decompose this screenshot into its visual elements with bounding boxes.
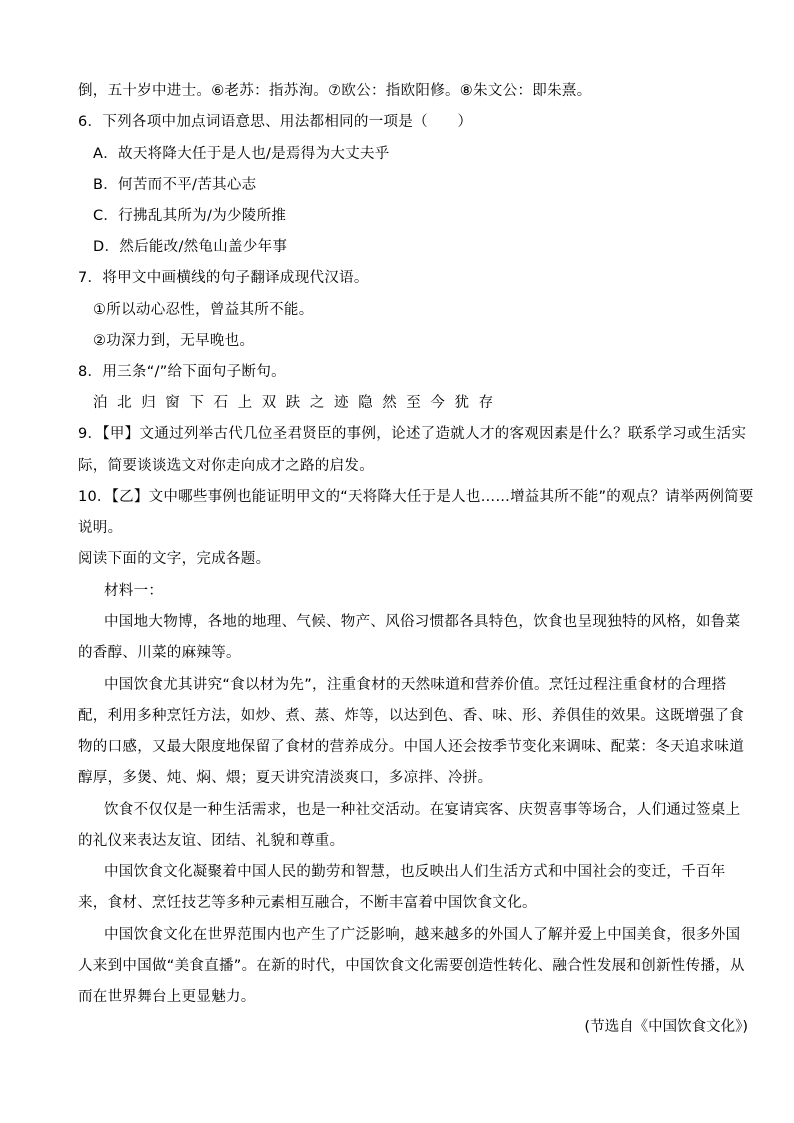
paragraph-2-line-3: 物的口感，又最大限度地保留了食材的营养成分。中国人还会按季节变化来调味、配菜：冬天追求味道 (78, 739, 744, 755)
question-10-line-2: 说明。 (78, 520, 123, 536)
paragraph-4-line-2: 来，食材、烹饪技艺等多种元素相互融合，不断丰富着中国饮食文化。 (78, 895, 537, 911)
option-a: A．故天将降大任于是人也/是焉得为大丈夫乎 (93, 146, 390, 162)
question-7-item-1: ①所以动心忍性，曾益其所不能。 (93, 302, 314, 318)
paragraph-2-line-2: 配，利用多种烹饪方法，如炒、煮、蒸、炸等，以达到色、香、味、形、养俱佳的效果。这既增强了食 (78, 708, 744, 724)
question-9-line-2: 际，简要谈谈选文对你走向成才之路的启发。 (78, 458, 374, 474)
paragraph-4-line-1: 中国饮食文化凝聚着中国人民的勤劳和智慧，也反映出人们生活方式和中国社会的变迁，千百年 (104, 864, 726, 880)
material-label: 材料一： (104, 583, 164, 599)
option-b: B．何苦而不平/苦其心志 (93, 177, 257, 193)
question-6: 6．下列各项中加点词语意思、用法都相同的一项是（ ） (78, 114, 473, 130)
reading-instruction: 阅读下面的文字，完成各题。 (78, 551, 271, 567)
footnote-line: 倒，五十岁中进士。⑥老苏：指苏洵。⑦欧公：指欧阳修。⑧朱文公：即朱熹。 (78, 83, 592, 99)
question-8: 8．用三条“/”给下面句子断句。 (78, 364, 286, 380)
paragraph-5-line-3: 而在世界舞台上更显魅力。 (78, 989, 256, 1005)
question-7-item-2: ②功深力到，无早晚也。 (93, 333, 255, 349)
option-d: D．然后能改/然龟山盖少年事 (93, 239, 288, 255)
question-8-sentence: 泊北归窗下石上双趺之迹隐然至今犹存 (93, 395, 503, 411)
paragraph-1-line-2: 的香醇、川菜的麻辣等。 (78, 645, 241, 661)
paragraph-2-line-4: 醇厚，多煲、炖、焖、煨；夏天讲究清淡爽口，多凉拌、冷拼。 (78, 770, 493, 786)
paragraph-5-line-1: 中国饮食文化在世界范围内也产生了广泛影响，越来越多的外国人了解并爱上中国美食，很多外国 (104, 927, 741, 943)
question-10-line-1: 10．【乙】文中哪些事例也能证明甲文的“天将降大任于是人也……增益其所不能”的观点？请举两例简要 (78, 489, 754, 505)
question-9-line-1: 9．【甲】文通过列举古代几位圣君贤臣的事例，论述了造就人才的客观因素是什么？联系学习或生活实 (78, 426, 747, 442)
paragraph-2-line-1: 中国饮食尤其讲究“食以材为先”，注重食材的天然味道和营养价值。烹饪过程注重食材的合理搭 (104, 677, 727, 693)
source-citation: (节选自《中国饮食文化》) (584, 1019, 748, 1035)
paragraph-3-line-2: 的礼仪来表达友谊、团结、礼貌和尊重。 (78, 833, 345, 849)
option-c: C．行拂乱其所为/为少陵所推 (93, 208, 287, 224)
question-7: 7．将甲文中画横线的句子翻译成现代汉语。 (78, 270, 369, 286)
paragraph-3-line-1: 饮食不仅仅是一种生活需求，也是一种社交活动。在宴请宾客、庆贺喜事等场合，人们通过签桌上 (104, 802, 741, 818)
paragraph-5-line-2: 人来到中国做“美食直播”。在新的时代，中国饮食文化需要创造性转化、融合性发展和创新性传播，从 (78, 958, 745, 974)
paragraph-1-line-1: 中国地大物博，各地的地理、气候、物产、风俗习惯都各具特色，饮食也呈现独特的风格，如鲁菜 (104, 614, 741, 630)
